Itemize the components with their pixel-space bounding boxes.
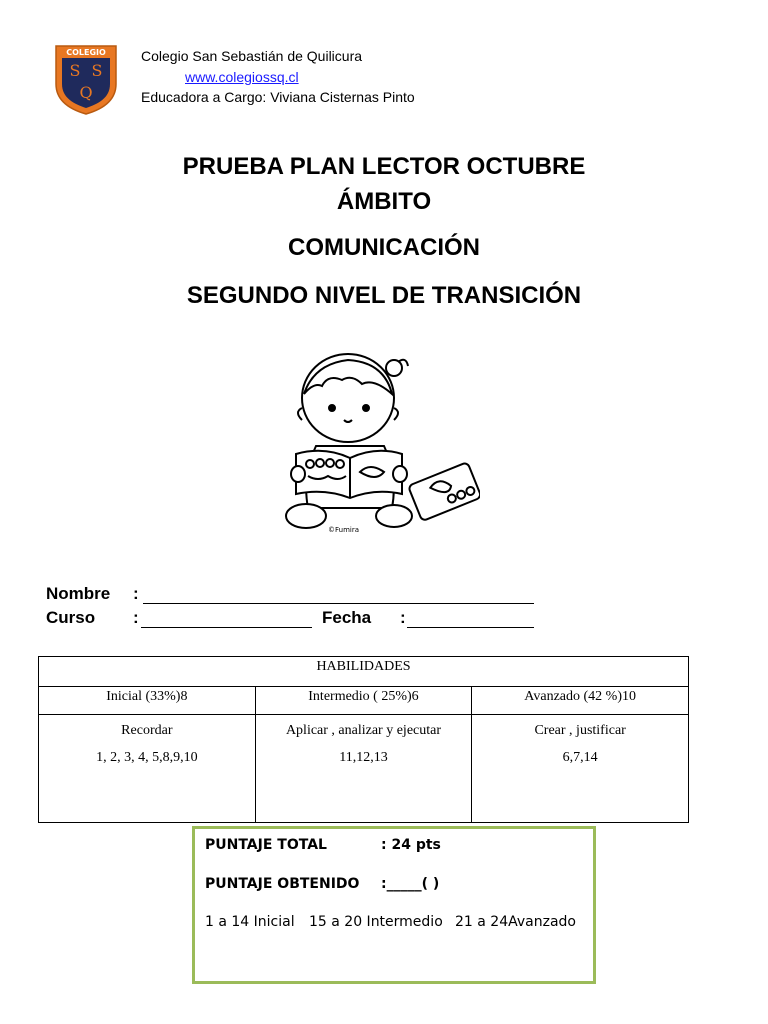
name-field-line[interactable] <box>143 603 534 604</box>
total-score-row <box>205 837 327 853</box>
date-field-line[interactable] <box>407 627 534 628</box>
score-ranges <box>205 914 295 930</box>
questions-advanced: 6,7,14 <box>562 750 598 765</box>
range-advanced-wrap <box>455 914 576 930</box>
child-reading-illustration <box>280 346 480 541</box>
skill-initial: Recordar <box>121 723 173 738</box>
skills-table <box>38 656 689 823</box>
logo-letter-1: S <box>69 61 81 80</box>
course-field-line[interactable] <box>141 627 312 628</box>
total-score-value-wrap <box>381 837 441 853</box>
range-intermediate-wrap <box>309 914 443 930</box>
teacher-name: Educadora a Cargo: Viviana Cisternas Pinto <box>141 89 415 105</box>
obtained-score-row <box>205 876 359 892</box>
skills-intermediate-cell <box>255 715 472 823</box>
skills-advanced-cell <box>472 715 689 823</box>
subject-title: COMUNICACIÓN <box>288 234 480 261</box>
obtained-score-label: PUNTAJE OBTENIDO <box>205 876 360 892</box>
range-intermediate: 15 a 20 Intermedio <box>309 914 443 930</box>
school-logo <box>54 44 118 116</box>
level-initial: Inicial (33%)8 <box>39 687 256 715</box>
skills-initial-cell <box>39 715 256 823</box>
skill-intermediate: Aplicar , analizar y ejecutar <box>285 723 442 738</box>
questions-intermediate: 11,12,13 <box>339 750 388 765</box>
total-score-label: PUNTAJE TOTAL <box>205 837 327 853</box>
name-row <box>46 584 110 604</box>
school-website-link[interactable]: www.colegiossq.cl <box>185 68 299 85</box>
scope-title: ÁMBITO <box>336 188 432 215</box>
course-colon: : <box>133 608 139 627</box>
date-colon: : <box>400 608 406 627</box>
school-info <box>141 46 415 108</box>
test-title: PRUEBA PLAN LECTOR OCTUBRE <box>182 153 586 180</box>
level-intermediate: Intermedio ( 25%)6 <box>255 687 472 715</box>
obtained-score-value-wrap <box>381 876 439 892</box>
range-initial: 1 a 14 Inicial <box>205 914 295 930</box>
course-row <box>46 608 95 628</box>
date-label: Fecha <box>322 608 372 627</box>
level-advanced: Avanzado (42 %)10 <box>472 687 689 715</box>
level-title: SEGUNDO NIVEL DE TRANSICIÓN <box>186 282 582 309</box>
skill-advanced: Crear , justificar <box>534 723 626 738</box>
questions-initial: 1, 2, 3, 4, 5,8,9,10 <box>96 750 198 765</box>
total-score-value: : 24 pts <box>381 837 441 853</box>
range-advanced: 21 a 24Avanzado <box>455 914 576 930</box>
name-colon: : <box>133 584 139 603</box>
logo-text: COLEGIO <box>66 48 106 57</box>
course-label: Curso <box>46 608 96 627</box>
score-box <box>192 826 596 984</box>
logo-letter-3: Q <box>79 83 93 102</box>
school-name: Colegio San Sebastián de Quilicura <box>141 48 363 64</box>
name-label: Nombre <box>46 584 111 603</box>
logo-letter-2: S <box>91 61 103 80</box>
illustration-credit: ©Fumira <box>328 526 360 534</box>
obtained-score-value[interactable]: :_____( ) <box>381 876 440 892</box>
skills-table-header: HABILIDADES <box>39 657 689 687</box>
